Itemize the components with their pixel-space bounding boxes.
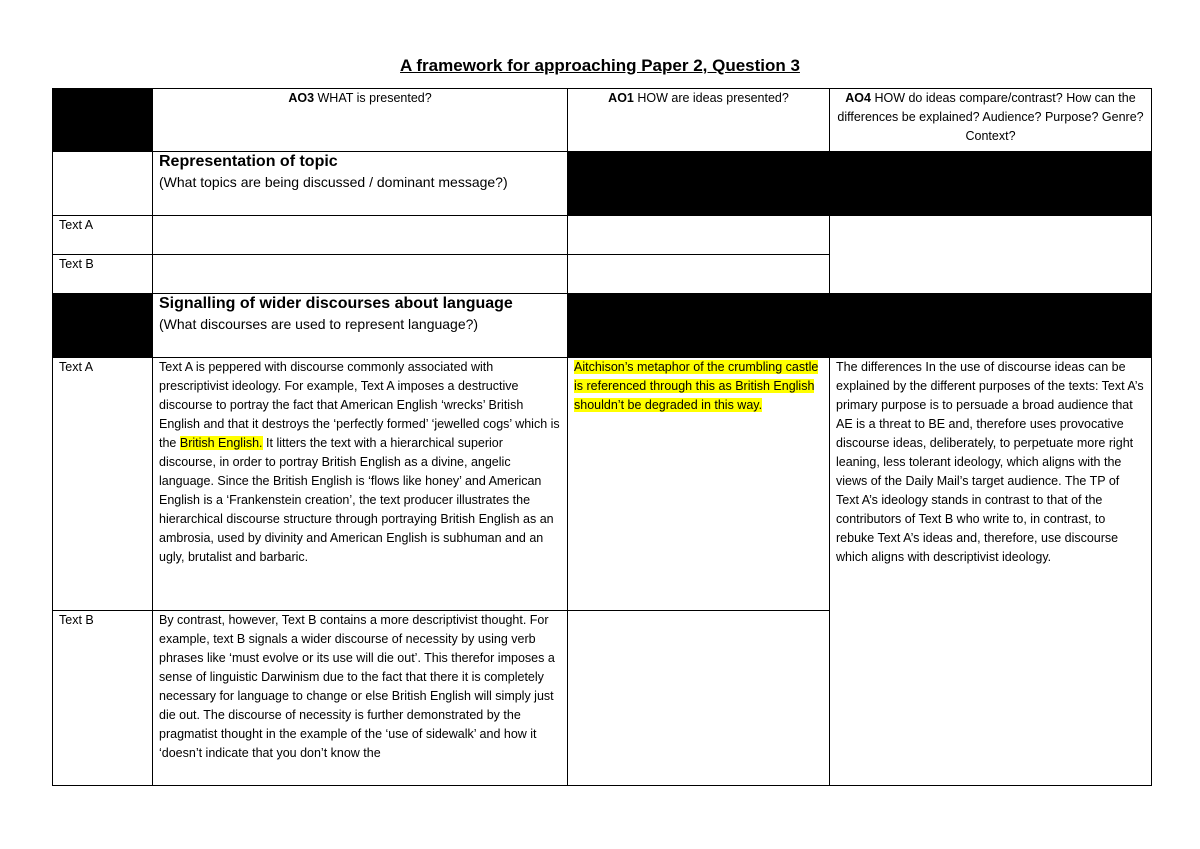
discourse-row-text-a xyxy=(53,358,1152,611)
discourse-label-text-a: Text A xyxy=(53,358,153,611)
highlighted-comment: Aitchison’s metaphor of the crumbling castle is referenced through this as British English shouldn’t be degraded in this way. xyxy=(574,360,819,412)
page-title: A framework for approaching Paper 2, Question 3 xyxy=(400,56,800,75)
topic-label-text-b: Text B xyxy=(53,255,153,294)
header-row xyxy=(53,89,1152,152)
discourse-label-text-b: Text B xyxy=(53,611,153,786)
section2-title: Signalling of wider discourses about language xyxy=(159,295,513,312)
topic-label-text-a: Text A xyxy=(53,216,153,255)
header-ao3 xyxy=(153,89,568,152)
section2-heading-cell xyxy=(153,294,568,358)
ao3-code: AO3 xyxy=(288,91,315,105)
topic-a-ao1-cell xyxy=(568,216,830,255)
discourse-b-ao1-cell xyxy=(568,611,830,786)
topic-row-text-a xyxy=(53,216,1152,255)
ao1-code: AO1 xyxy=(608,91,634,105)
discourse-b-ao3-cell: By contrast, however, Text B contains a more descriptivist thought. For example, text B signals a wider discourse of necessity by using verb phrases like ‘must evolve or its use will die out’. This therefor imposes a sense of linguistic Darwinism due to the fact that there it is completely necessary for language to change or else British English will simply just die out. The discourse of necessity is further demonstrated by the pragmatist thought in the example of the ‘use of sidewalk’ and how it ‘doesn’t indicate that you don’t know the xyxy=(153,611,568,786)
ao4-text: HOW do ideas compare/contrast? How can the differences be explained? Audience? Purpose? Genre? Context? xyxy=(837,91,1144,143)
topic-a-ao3-cell xyxy=(153,216,568,255)
section-row-discourses xyxy=(53,294,1152,358)
topic-b-ao1-cell xyxy=(568,255,830,294)
discourse-a-ao3-cell xyxy=(153,358,568,611)
section1-black-bar xyxy=(568,152,1152,216)
ao1-text: HOW are ideas presented? xyxy=(633,91,789,105)
ao3-text: WHAT is presented? xyxy=(314,91,432,105)
section2-black-bar xyxy=(568,294,1152,358)
section1-subtitle: (What topics are being discussed / dominant message?) xyxy=(159,174,508,190)
section1-title: Representation of topic xyxy=(159,153,338,170)
section2-subtitle: (What discourses are used to represent language?) xyxy=(159,316,479,332)
section-row-topic xyxy=(53,152,1152,216)
framework-table xyxy=(52,88,1152,786)
discourse-a-ao3-part2: It litters the text with a hierarchical superior discourse, in order to portray British English as a divine, angelic language. Since the British English is ‘flows like honey’ and American English is a ‘Frankenstein creation’, the text producer illustrates the hierarchical discourse structure through portraying British English as an ambrosia, used by divinity and American English is subhuman and an ugly, brutalist and barbaric. xyxy=(159,436,554,564)
section1-empty-cell xyxy=(53,152,153,216)
topic-b-ao3-cell xyxy=(153,255,568,294)
ao4-code: AO4 xyxy=(845,91,871,105)
section2-black-cell xyxy=(53,294,153,358)
discourse-ao4-cell: The differences In the use of discourse ideas can be explained by the different purposes of the texts: Text A’s primary purpose is to persuade a broad audience that AE is a threat to BE and, therefore uses provocative discourse ideas, deliberately, to perpetuate more right leaning, less tolerant ideology, which aligns with the views of the Daily Mail’s target audience. The TP of Text A’s ideology stands in contrast to that of the contributors of Text B who write to, in contrast, to rebuke Text A’s ideas and, therefore, use discourse which aligns with descriptivist ideology. xyxy=(830,358,1152,786)
discourse-a-ao3-part1: Text A is peppered with discourse commonly associated with prescriptivist ideology. For example, Text A imposes a destructive discourse to portray the fact that American English ‘wrecks’ British English and that it destroys the ‘perfectly formed’ ‘jewelled cogs’ which is the xyxy=(159,360,560,450)
highlighted-phrase: British English. xyxy=(179,436,263,450)
header-corner-cell xyxy=(53,89,153,152)
topic-ao4-cell xyxy=(830,216,1152,294)
section1-heading-cell xyxy=(153,152,568,216)
header-ao1 xyxy=(568,89,830,152)
discourse-a-ao1-cell xyxy=(568,358,830,611)
header-ao4 xyxy=(830,89,1152,152)
